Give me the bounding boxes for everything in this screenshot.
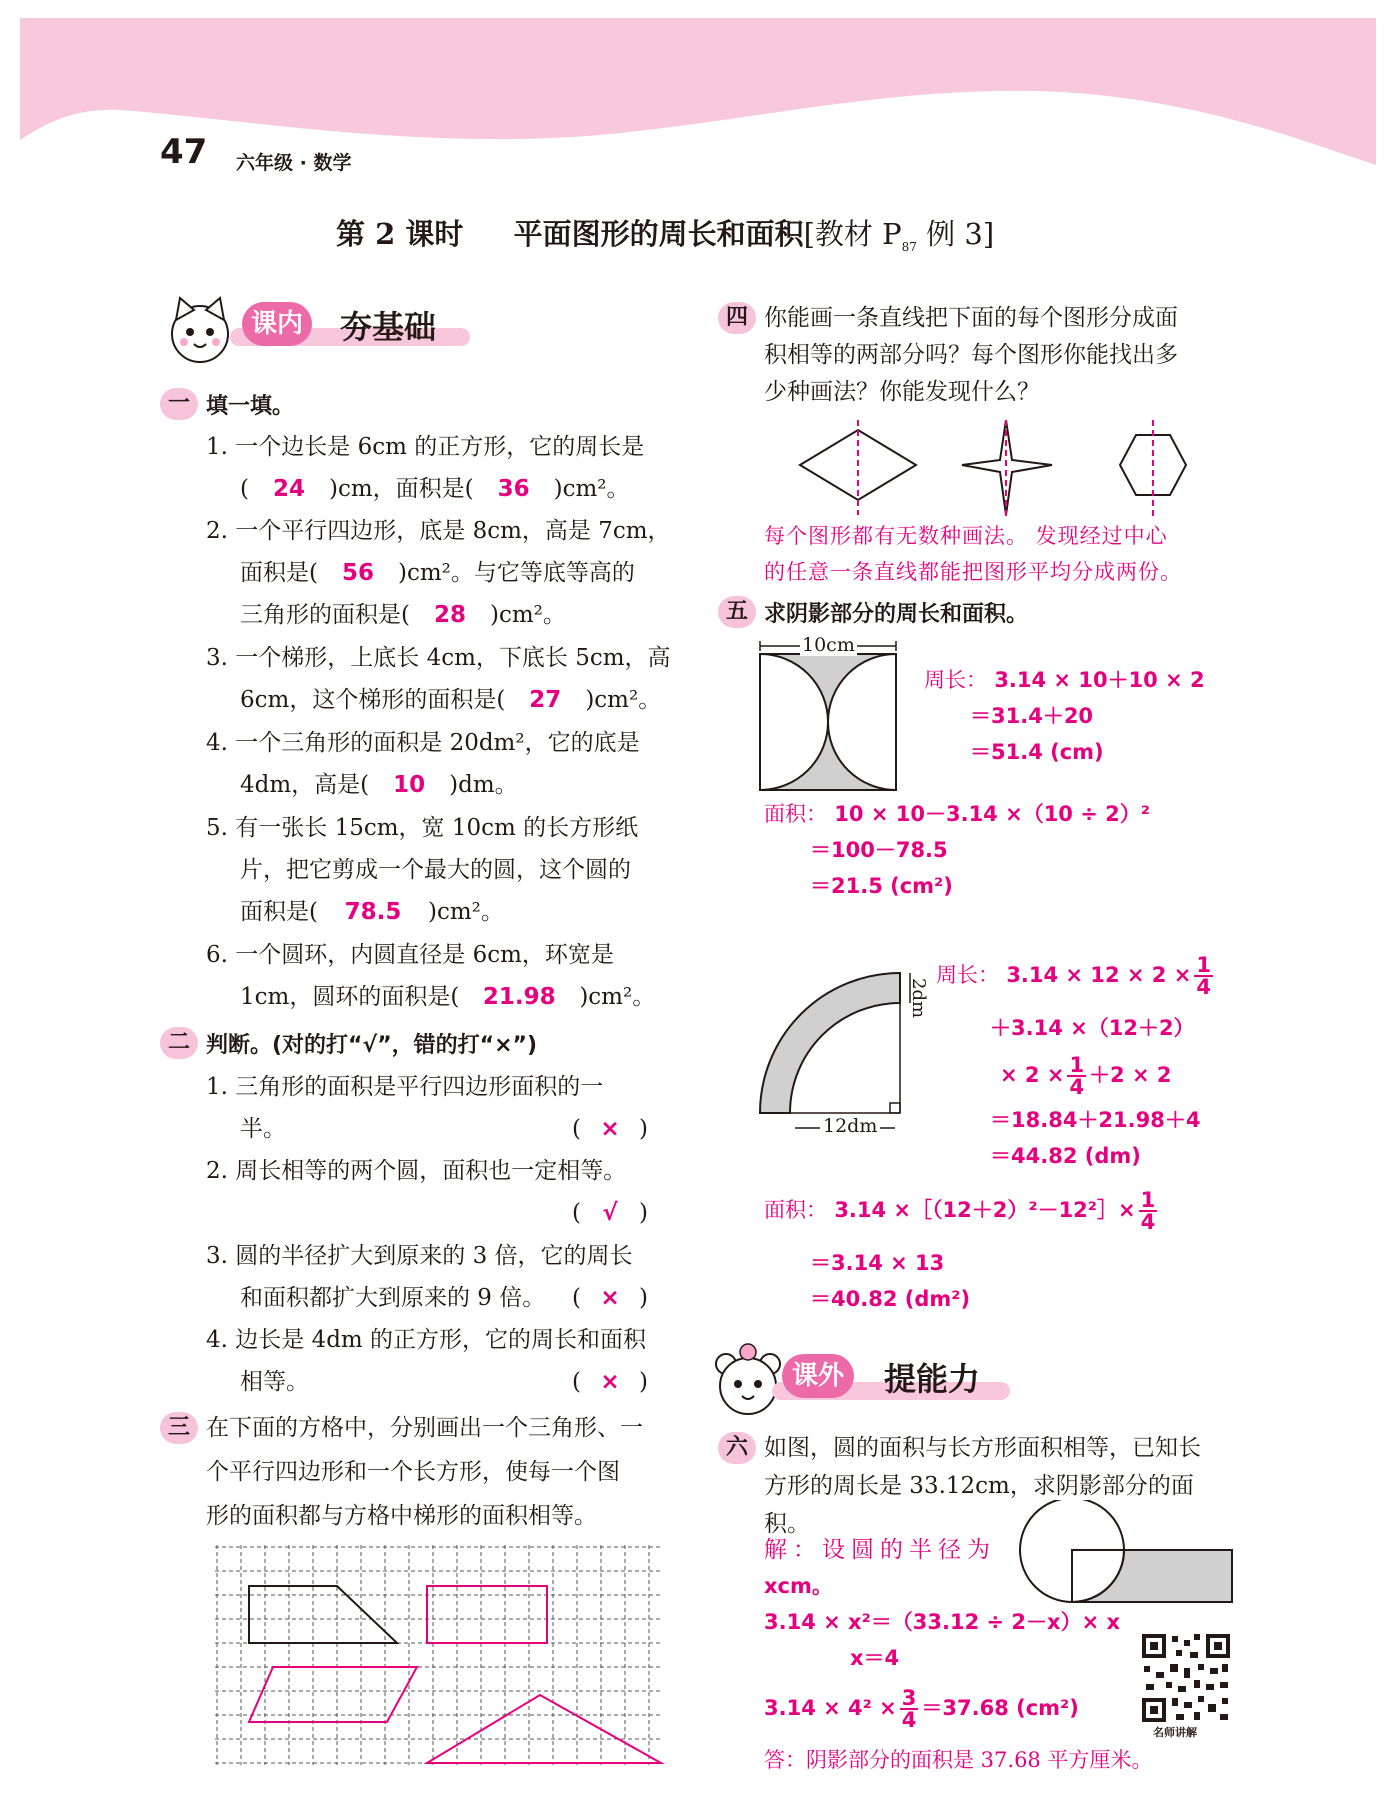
circle-rectangle-figure xyxy=(1010,1500,1240,1610)
section-3-header xyxy=(160,1412,206,1444)
section-2-header xyxy=(160,1027,537,1059)
section-number: 一 xyxy=(160,388,198,420)
judge2-line1: 2. 周长相等的两个圆，面积也一定相等。 xyxy=(206,1158,627,1184)
answer-blank: 36 xyxy=(497,476,530,502)
q6-line1: 6. 一个圆环，内圆直径是 6cm，环宽是 xyxy=(206,942,614,968)
answer-blank: 56 xyxy=(341,560,374,586)
qr-code-icon[interactable] xyxy=(1140,1632,1232,1724)
s5-perimeter2-step4: ＝18.84＋21.98＋4 xyxy=(990,1108,1201,1132)
s6-solution3: 3.14 × x²＝（33.12 ÷ 2－x）× x xyxy=(764,1610,1121,1634)
judge4-line1: 4. 边长是 4dm 的正方形，它的周长和面积 xyxy=(206,1327,647,1353)
q3-line1: 3. 一个梯形，上底长 4cm，下底长 5cm，高 xyxy=(206,645,671,671)
q3-line2: 6cm，这个梯形的面积是( 27 )cm²。 xyxy=(240,682,661,718)
page-number: 47 xyxy=(160,132,208,172)
q4-line2: 4dm，高是( 10 )dm。 xyxy=(240,767,518,803)
section-number: 六 xyxy=(718,1432,756,1464)
lesson-topic: 平面图形的周长和面积 xyxy=(513,217,804,251)
s5-area2: 面积： 3.14 ×［（12＋2）²－12²］× $\frac{1}{4}$ xyxy=(764,1188,1156,1234)
s6-line2: 方形的周长是 33.12cm，求阴影部分的面 xyxy=(764,1473,1194,1499)
s6-solution5: 3.14 × 4² × $\frac{3}{4}$ ＝37.68 (cm²) xyxy=(764,1686,1079,1732)
s5-perimeter1: 周长： 3.14 × 10＋10 × 2 xyxy=(924,668,1205,692)
s6-line1: 如图，圆的面积与长方形面积相等，已知长 xyxy=(764,1435,1201,1461)
answer-blank: 21.98 xyxy=(482,984,556,1010)
parallelogram-answer xyxy=(249,1667,417,1722)
s5-perimeter1-step3: ＝51.4 (cm) xyxy=(970,740,1104,764)
triangle-answer xyxy=(427,1695,661,1763)
s5-area2-step3: ＝40.82 (dm²) xyxy=(810,1287,971,1311)
banner-basics xyxy=(160,290,470,370)
section-number: 三 xyxy=(160,1412,198,1444)
q2-line2: 面积是( 56 )cm²。与它等底等高的 xyxy=(240,555,635,591)
header-banner xyxy=(0,0,1394,180)
section-5-header xyxy=(718,596,1028,628)
s5-perimeter2-step3: × 2 × $\frac{1}{4}$ ＋2 × 2 xyxy=(1000,1053,1172,1099)
s5-perimeter2-step5: ＝44.82 (dm) xyxy=(990,1144,1141,1168)
dimension-label: 12dm xyxy=(820,1115,880,1137)
s4-line1: 你能画一条直线把下面的每个图形分成面 xyxy=(764,305,1178,331)
answer-blank: 78.5 xyxy=(344,899,402,925)
answer-blank: 28 xyxy=(433,602,466,628)
lesson-label: 第 2 课时 xyxy=(336,217,464,251)
s6-solution4: x＝4 xyxy=(850,1646,900,1670)
grid-drawing xyxy=(215,1545,665,1770)
section-6-header xyxy=(718,1432,764,1464)
judge3-answer: ( × ) xyxy=(572,1285,648,1311)
qr-label: 名师讲解 xyxy=(1153,1726,1197,1739)
s5-area1: 面积： 10 × 10－3.14 ×（10 ÷ 2）² xyxy=(764,802,1150,826)
banner-text: 提能力 xyxy=(884,1360,981,1398)
s5-area2-step2: ＝3.14 × 13 xyxy=(810,1251,945,1275)
s3-line2: 个平行四边形和一个长方形，使每一个图 xyxy=(206,1459,620,1485)
section-4-header xyxy=(718,302,764,334)
s3-line3: 形的面积都与方格中梯形的面积相等。 xyxy=(206,1503,597,1529)
section-number: 二 xyxy=(160,1027,198,1059)
s4-line3: 少种画法？你能发现什么？ xyxy=(764,379,1040,405)
cat-mascot-icon xyxy=(160,290,240,370)
judge2-answer: ( √ ) xyxy=(572,1200,648,1226)
answer-blank: 24 xyxy=(272,476,305,502)
q6-line2: 1cm，圆环的面积是( 21.98 )cm²。 xyxy=(240,979,655,1015)
s5-area1-step2: ＝100－78.5 xyxy=(810,838,948,862)
q1-line1: 1. 一个边长是 6cm 的正方形，它的周长是 xyxy=(206,434,645,460)
s5-perimeter1-step2: ＝31.4＋20 xyxy=(970,704,1094,728)
bear-mascot-icon xyxy=(712,1340,784,1420)
shapes-diagram xyxy=(790,420,1210,530)
section-number: 五 xyxy=(718,596,756,628)
s6-answer: 答：阴影部分的面积是 37.68 平方厘米。 xyxy=(764,1748,1153,1772)
banner-tag: 课外 xyxy=(782,1354,854,1398)
dimension-label: 2dm xyxy=(908,978,929,1019)
q2-line3: 三角形的面积是( 28 )cm²。 xyxy=(240,597,566,633)
judge3-line1: 3. 圆的半径扩大到原来的 3 倍，它的周长 xyxy=(206,1243,633,1269)
judge3-line2: 和面积都扩大到原来的 9 倍。 xyxy=(240,1285,546,1311)
grade-subject: 六年级 · 数学 xyxy=(236,152,352,174)
answer-blank: 27 xyxy=(529,687,562,713)
page-title xyxy=(336,212,994,254)
q5-line3: 面积是( 78.5 )cm²。 xyxy=(240,894,504,930)
q2-line1: 2. 一个平行四边形，底是 8cm，高是 7cm， xyxy=(206,518,671,544)
s4-line2: 积相等的两部分吗？每个图形你能找出多 xyxy=(764,342,1178,368)
q4-line1: 4. 一个三角形的面积是 20dm²，它的底是 xyxy=(206,730,640,756)
s5-area1-step3: ＝21.5 (cm²) xyxy=(810,874,953,898)
section-1-header xyxy=(160,388,294,420)
s5-perimeter2-step2: ＋3.14 ×（12＋2） xyxy=(990,1016,1195,1040)
section-title: 填一填。 xyxy=(206,393,295,419)
s4-answer2: 的任意一条直线都能把图形平均分成两份。 xyxy=(764,560,1182,584)
section-number: 四 xyxy=(718,302,756,334)
banner-extension xyxy=(712,1340,1012,1420)
judge4-line2: 相等。 xyxy=(240,1369,309,1395)
s3-line1: 在下面的方格中，分别画出一个三角形、一 xyxy=(206,1415,643,1441)
banner-text: 夯基础 xyxy=(340,308,437,346)
judge1-line1: 1. 三角形的面积是平行四边形面积的一 xyxy=(206,1074,604,1100)
s5-perimeter2: 周长： 3.14 × 12 × 2 × $\frac{1}{4}$ xyxy=(936,953,1211,999)
section-title: 判断。(对的打“√”，错的打“×”) xyxy=(206,1032,538,1058)
dimension-label: 10cm xyxy=(802,634,855,656)
q5-line2: 片，把它剪成一个最大的圆，这个圆的 xyxy=(240,857,631,883)
textbook-ref: [教材 $P_{87}$ 例 3] xyxy=(803,217,995,254)
s6-line3: 积。 xyxy=(764,1511,810,1537)
section-title: 求阴影部分的周长和面积。 xyxy=(764,601,1029,627)
q1-line2: ( 24 )cm，面积是( 36 )cm²。 xyxy=(240,471,630,507)
square-semicircles-figure xyxy=(755,636,905,796)
s6-solution1: 解：设圆的半径为 xyxy=(764,1537,996,1563)
q5-line1: 5. 有一张长 15cm，宽 10cm 的长方形纸 xyxy=(206,815,639,841)
answer-blank: 10 xyxy=(393,772,426,798)
banner-tag: 课内 xyxy=(242,302,312,346)
judge1-line2: 半。 xyxy=(240,1116,286,1142)
s4-answer1: 每个图形都有无数种画法。 发现经过中心 xyxy=(764,524,1168,548)
s6-solution2: xcm。 xyxy=(764,1574,833,1598)
judge1-answer: ( × ) xyxy=(572,1116,648,1142)
judge4-answer: ( × ) xyxy=(572,1369,648,1395)
